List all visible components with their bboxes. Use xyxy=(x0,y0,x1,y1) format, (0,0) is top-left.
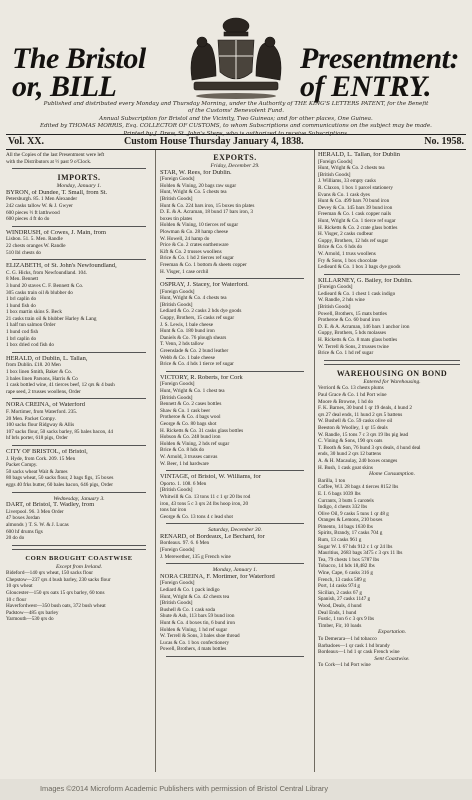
issue-date: Custom House Thursday January 4, 1838. xyxy=(124,136,304,147)
entry-line: Moore & Browne, 1 hd do xyxy=(318,398,374,405)
entry-block xyxy=(6,449,152,489)
entry-block xyxy=(6,190,152,223)
entry-line: STAR, W. Rees, for Dublin. xyxy=(160,169,232,176)
entry-line: 80 bags wheat, 50 sacks flour, 2 bags figs, 15 boxes xyxy=(6,475,114,482)
entry-line: 1 half tun salmon Order xyxy=(6,322,56,329)
entry-line: Lucas & Co. 1 box confectionery xyxy=(160,639,230,646)
saturday-date: Saturday, December 30. xyxy=(208,527,262,534)
divider xyxy=(12,168,146,169)
entry-line: boxes tin plates xyxy=(160,215,193,222)
coastwise-heading: Sent Coastwise. xyxy=(374,655,410,662)
entry-line: Indigo, 4 chests 332 lbs xyxy=(318,504,368,511)
entry-line: Gloucester—150 qrs oats 15 qrs barley, 60 tons xyxy=(6,590,105,597)
entry-block xyxy=(6,402,152,442)
entry-line: 10 qrs wheat xyxy=(6,583,33,590)
entry-line: [British Goods] xyxy=(160,195,193,202)
corn-heading: CORN BROUGHT COASTWISE xyxy=(25,554,133,562)
column-exports xyxy=(160,152,310,772)
entry-block xyxy=(318,278,466,357)
entry-line: Padstow—485 qrs barley xyxy=(6,609,59,616)
entry-line: Hobson & Co. 248 bund iron xyxy=(160,434,221,441)
entry-block xyxy=(160,474,310,520)
imports-heading: IMPORTS. xyxy=(57,173,101,183)
entry-line: D. E. & A. Acraman, 146 bars 1 anchor iron xyxy=(318,323,410,330)
entry-line: Port, 14 casks 974 g xyxy=(318,583,360,590)
divider xyxy=(166,523,304,524)
export-entry-herald xyxy=(318,152,466,275)
divider xyxy=(166,563,304,564)
entry-line: Bushell & Co. 1 cask soda xyxy=(160,606,216,613)
entry-line: F. Mortimer, from Waterford. 235. xyxy=(6,409,78,415)
entry-line: H. Ricketts & Co. 2 crate glass bottles xyxy=(318,224,398,231)
entry-line: 600 pieces 4 ft do do xyxy=(6,216,50,223)
entry-line: 600 pieces ½ ft latthwood xyxy=(6,209,60,216)
entry-line: Paul Grace & Co. 1 hd Port wine xyxy=(318,392,387,398)
entry-line: 100 sacks flour Ridgway & Allis xyxy=(6,422,75,429)
divider xyxy=(12,259,146,260)
entry-line: George & Co. 80 bags shot xyxy=(160,420,217,427)
entry-line: Liverpool. 96. 3 Men Order xyxy=(6,508,64,515)
entry-line: W. Terrell & Sons, 2 trusses twine xyxy=(318,343,389,350)
divider xyxy=(12,352,146,353)
entry-line: Barilla, 1 ton xyxy=(318,477,346,484)
entry-line: W. Bushell & Co. 59 casks olive oil xyxy=(318,418,393,425)
entry-line: Deal Ends, 1 hund xyxy=(318,609,357,616)
entry-line: Webb & Co. 1 bale cheese xyxy=(160,354,215,361)
export-entry-nora xyxy=(160,574,310,657)
entry-line: Hunt & Co. 180 bund iron xyxy=(160,328,215,335)
entry-line: almonds } T. S. W. & J. Lucas xyxy=(6,521,69,528)
entry-line: 3 bales linen Parsons, Harris & Co xyxy=(6,375,78,382)
home-list xyxy=(318,478,466,630)
entry-line: Hunt & Co. 4 boxes tin, 6 bund iron xyxy=(160,620,235,626)
intro-line: with the Distributors at ½ past 9 o'Clock. xyxy=(6,158,92,165)
entry-line: W. Arnold, 1 truss woollens xyxy=(318,250,376,257)
entry-line: ELIZABETH, of St. John's Newfoundland, xyxy=(6,263,117,270)
divider xyxy=(166,371,304,372)
entry-line: 3 hund 20 staves C. F. Bennett & Co. xyxy=(6,282,84,289)
corn-list xyxy=(6,570,152,623)
entry-line: Brice & Co. 1 hd 2 tierces ref sugar xyxy=(160,255,234,262)
entry-line: 20 Men. Packet Compy. xyxy=(6,415,56,422)
entry-line: 242 casks tallow W. & J. Gwyer xyxy=(6,202,73,209)
entry-line: [British Goods] xyxy=(160,394,193,401)
exportation-heading: Exportation. xyxy=(377,629,407,636)
entry-block xyxy=(6,356,152,396)
archive-credit-bar xyxy=(0,779,472,800)
royal-crest-icon xyxy=(178,14,294,100)
notice-line: Published and distributed every Monday and Thursday Morning, under the Authority of THE KING'S LETTERS PATENT, for the Benefit xyxy=(43,101,429,107)
entry-line: Hunt, Wright & Co. 4 chests tea xyxy=(160,295,227,302)
entry-line: H. Ricketts & Co. 8 mats glass bottles xyxy=(318,337,398,344)
entry-line: Hunt, Wright & Co. 1 chest tea xyxy=(160,388,225,394)
entry-line: 10 c flour xyxy=(6,596,27,603)
entry-line: W. Beer, 1 hd hardware xyxy=(160,460,209,467)
entry-line: Mauritius, 2683 bags 3475 c 3 qrs 11 lbs xyxy=(318,550,403,557)
entry-line: Beeston & Woolley, 1 qr 15 deals xyxy=(318,424,388,431)
divider xyxy=(12,492,146,493)
entry-line: Bennett & Co. 2 cases bottles xyxy=(160,401,222,408)
masthead xyxy=(0,0,472,103)
entry-line: [British Goods] xyxy=(318,304,351,311)
entry-line: Verriord & Co. 13 chests plums xyxy=(318,385,384,392)
entry-line: [British Goods] xyxy=(160,600,193,607)
entry-line: [Foreign Goods] xyxy=(160,547,195,554)
column-warehousing xyxy=(318,152,466,772)
entry-line: D. E. & A. Acraman, 18 bund 17 bars iron, 3 xyxy=(160,209,253,216)
entry-line: 1 box linen Smith, Baker & Co. xyxy=(6,369,72,376)
entry-line: [Foreign Goods] xyxy=(160,381,195,388)
entry-line: Currants, 3 butts 5 carotels xyxy=(318,497,374,504)
wednesday-date: Wednesday, January 3. xyxy=(53,495,105,502)
entry-line: Freeman & Co. 1 cask copper nails xyxy=(318,211,392,218)
entry-line: Oranges & Lemons, 210 boxes xyxy=(318,517,383,524)
entry-line: 1 brl caplin do xyxy=(6,335,37,342)
entry-line: 107 sacks flour, 50 sacks barley, 85 bales bacon, 44 xyxy=(6,428,113,435)
entry-line: Brice & Co. 1 hd ref sugar xyxy=(318,350,374,357)
entry-line: ends, 30 hund 2 qrs 12 battens xyxy=(318,451,381,458)
coastwise-list xyxy=(318,662,466,669)
entry-line: Kift & Co. 2 trusses woollens xyxy=(160,248,222,255)
volume-number: Vol. XX. xyxy=(8,136,45,147)
entry-line: Shute & Ash, 113 bars 59 bund iron xyxy=(160,613,235,620)
entry-block xyxy=(318,152,466,271)
entry-line: rape seed, 2 trusses woollens, Order xyxy=(6,388,81,395)
entry-line: [British Goods] xyxy=(318,171,351,178)
entry-line: [British Goods] xyxy=(160,301,193,308)
entry-line: Powell, Brothers, 4 mats bottles xyxy=(160,646,227,653)
entry-line: HERALD, L. Tallan, for Dublin xyxy=(318,152,400,158)
entry-line: WINDRUSH, of Cowes, J. Main, from xyxy=(6,229,106,236)
entry-line: Spanish, 27 casks 1147 g xyxy=(318,596,371,603)
entry-line: J. S. Lewis, 1 bale cheese xyxy=(160,321,214,328)
home-heading: Home Consumption. xyxy=(369,471,415,478)
entry-line: Rum, 13 casks 961 g xyxy=(318,537,362,544)
entry-line: French, 13 casks 589 g xyxy=(318,576,366,583)
entry-line: DART, of Bristol, T. Wadley, from xyxy=(6,502,95,509)
entry-line: Barbadoes—1 qr cask 1 hd brandy xyxy=(318,642,390,649)
entry-line: Bordeaux—1 hd 1 qr cask French wine xyxy=(318,649,400,656)
entry-line: eggs 40 frks butter, 60 bales bacon, 646 pigs, Order xyxy=(6,481,113,488)
entry-line: T. Venn, 2 hds tallow xyxy=(160,341,204,348)
entry-block xyxy=(160,282,310,368)
entry-line: 21 casks train oil & blubber Harley & Lang xyxy=(6,315,97,322)
entry-line: H. Bush, 1 cask goat skins xyxy=(318,464,373,471)
entry-block xyxy=(160,375,310,467)
publication-notice xyxy=(10,101,462,138)
entry-line: CITY OF BRISTOL, of Bristol, xyxy=(6,448,88,455)
entry-line: NORA CREINA, of Waterford xyxy=(6,402,85,409)
monday-date: Monday, January 1. xyxy=(212,567,258,574)
entry-line: H. Visger, 2 casks cudbear xyxy=(318,231,373,238)
entry-line: 8 Men. Bennett xyxy=(6,276,39,283)
divider xyxy=(12,545,146,546)
entry-line: 47 boxes Jordan xyxy=(6,515,40,522)
entry-line: Hunt, Wright & Co. 42 chests tea xyxy=(160,593,230,600)
entry-line: Holden & Vining, 2 hds ref sugar xyxy=(160,440,230,447)
entry-line: 1 box martin skins S. Beck xyxy=(6,309,62,316)
entry-line: from Dublin. £18. 20 Men xyxy=(6,362,61,369)
corn-subheading: Except from Ireland. xyxy=(55,563,103,570)
imports-date: Monday, January 1. xyxy=(56,183,102,190)
entry-line: J. Hyde, from Cork. 209. 15 Men xyxy=(6,455,76,462)
entry-line: Ledieard & Co. 1 chest 1 cask indigo xyxy=(318,290,396,297)
entry-line: 510 lbl chests do xyxy=(6,249,42,256)
entry-line: 20 do do xyxy=(6,535,25,542)
entry-line: Guppy, Brothers, 5 hds molasses xyxy=(318,330,386,337)
entry-line: Whitwill & Co. 13 tons 11 c 1 qr 20 lbs rod xyxy=(160,493,251,500)
entry-block xyxy=(6,230,152,256)
entry-line: W. Howell, 24 hamp do xyxy=(160,235,210,242)
entry-line: RENARD, of Bordeaux, Le Bechard, for xyxy=(160,533,265,540)
entry-line: Sugar W. I. 67 hds 912 c 1 qr 24 lbs xyxy=(318,543,393,550)
entry-line: NORA CREINA, F. Mortimer, for Waterford xyxy=(160,573,275,580)
entry-line: Daniels & Co. 76 plough shears xyxy=(160,334,227,341)
entry-line: W. Randle, 15 tons 7 c 3 qrs 19 lbs pig lead xyxy=(318,431,409,438)
entry-line: Plowman & Co. 28 hamp cheese xyxy=(160,228,229,235)
entry-line: E. I. 6 bags 1039 lbs xyxy=(318,490,361,497)
entry-block xyxy=(6,502,152,542)
notice-line: Edited by THOMAS MORRIS, Esq. COLLECTOR OF CUSTOMS, to whom Subscriptions and communications on the subject may be made. xyxy=(40,123,432,130)
entry-line: iron, 43 tons 5 c 3 qrs 24 lbs hoop iron, 20 xyxy=(160,500,249,507)
entry-line: [British Goods] xyxy=(160,487,193,494)
title-right-bottom: of ENTRY. xyxy=(300,70,432,103)
notice-line: Printed by J. Drew, St. John's Steps, who is authorized to receive Subscriptions. xyxy=(123,130,349,137)
entry-line: Brice & Co. 4 hds 1 tierce ref sugar xyxy=(160,361,234,368)
entry-line: Wine, Cape, 6 casks 316 g xyxy=(318,570,373,577)
entry-line: Sicilian, 2 casks 67 g xyxy=(318,589,362,596)
divider xyxy=(166,278,304,279)
entry-line: VINTAGE, of Bristol, W. Williams, for xyxy=(160,474,261,481)
entry-line: Protheroe & Co. 60 bund iron xyxy=(318,317,380,324)
divider xyxy=(324,360,460,361)
divider xyxy=(12,445,146,446)
entry-line: Yarmouth—530 qrs do xyxy=(6,616,54,623)
entry-line: To Demerara—1 hd tobacco xyxy=(318,635,377,642)
dateline xyxy=(6,134,466,150)
entry-line: Price & Co. 2 crates earthenware xyxy=(160,242,229,249)
entry-line: VICTORY, R. Roberts, for Cork xyxy=(160,374,243,381)
archive-credit: Images ©2014 Microform Academic Publishers with permission of Bristol Central Library xyxy=(40,784,329,793)
entry-line: Chepstow—237 qrs 4 bush barley, 230 sacks flour xyxy=(6,576,111,583)
entry-line: W. Randle, 2 hds wine xyxy=(318,297,365,304)
entry-line: Haverfordwest—350 bush oats, 372 bush wheat xyxy=(6,603,106,610)
entry-line: Bideford—140 qrs wheat, 150 sacks flour xyxy=(6,570,94,577)
entry-line: Tobacco, 14 hds 18,482 lbs xyxy=(318,563,375,570)
export-entry-renard xyxy=(160,534,310,564)
title-left-top: The Bristol xyxy=(12,42,146,75)
entry-line: Holden & Vining, 1 hd ref sugar xyxy=(160,626,228,633)
divider xyxy=(166,470,304,471)
entry-block xyxy=(160,170,310,276)
entry-line: 1 hund fish do xyxy=(6,302,36,309)
entry-line: Fustic, 1 ton 6 c 3 qrs 9 lbs xyxy=(318,616,375,623)
exportation-list xyxy=(318,636,466,656)
entry-line: C. G. Hicks, from Newfoundland. 104. xyxy=(6,269,87,276)
entry-line: 22 chests oranges W. Randle xyxy=(6,242,66,249)
entry-line: Guppy, Brothers, 12 hds ref sugar xyxy=(318,237,389,244)
entry-line: tons bar iron xyxy=(160,507,187,514)
entry-line: BYRON, of Dundee, T. Small, from St. xyxy=(6,189,108,196)
column-imports xyxy=(6,152,152,772)
import-entries xyxy=(6,190,152,493)
entry-line: qrs 27 deal ends, 11 hund 2 qrs 5 battens xyxy=(318,411,403,418)
entry-line: Petersburgh. 85. 1 Men Alexander xyxy=(6,196,78,203)
entry-line: 1 hund cod fish xyxy=(6,329,39,336)
entry-line: Olive Oil, 9 casks 5 tuns 1 qr 48 g xyxy=(318,510,389,517)
entry-line: [Foreign Goods] xyxy=(318,158,353,165)
entry-line: Protheroe & Co. 4 bags wool xyxy=(160,414,221,421)
column-divider xyxy=(314,150,315,772)
entry-line: Timber, Fir, 10 loads xyxy=(318,622,362,629)
entry-line: Greenslade & Co. 2 bund leather xyxy=(160,348,229,355)
divider xyxy=(324,364,460,365)
export-entry-killarney xyxy=(318,278,466,361)
entry-block xyxy=(6,263,152,349)
entry-line: KILLARNEY, G. Bailey, for Dublin. xyxy=(318,277,413,284)
entry-line: C. Vining & Sons, 190 qrs oats xyxy=(318,438,383,445)
entry-line: Guppy, Brothers, 15 casks ref sugar xyxy=(160,315,235,322)
entry-line: H. Ricketts & Co. 31 casks glass bottles xyxy=(160,427,244,434)
column-divider xyxy=(155,150,156,772)
entry-line: Holden & Vining, 20 bags raw sugar xyxy=(160,182,237,189)
entry-line: HERALD, of Dublin, L. Tallan, xyxy=(6,355,88,362)
entry-line: Ledieard & Co. 1 box 3 bags dye goods xyxy=(318,264,401,271)
entry-line: Hunt & Co. 224 bars iron, 15 boxes tin plates xyxy=(160,202,255,209)
entry-line: Freeman & Co. 1 bottom & sheets copper xyxy=(160,261,247,268)
entry-line: Brice & Co. 8 hds do xyxy=(160,447,205,454)
entry-line: J. Merewether, 135 g French wine xyxy=(160,553,231,560)
divider xyxy=(166,656,304,657)
entry-line: T. Booth & Son, 76 hund 3 qrs deals, 4 hund deal xyxy=(318,444,421,451)
entry-line: Fry & Sons, 1 box chocolate xyxy=(318,257,378,264)
entry-line: Lediard & Co. 2 casks 2 hds dye goods xyxy=(160,308,242,315)
exports-date: Friday, December 29. xyxy=(210,163,260,169)
divider xyxy=(12,398,146,399)
title-left-bottom: or, BILL xyxy=(12,70,117,103)
divider xyxy=(12,226,146,227)
entry-line: A. & H. Macaulay, 240 boxes oranges xyxy=(318,457,398,464)
entry-line: H. Visger, 1 case orchil xyxy=(160,268,209,275)
divider xyxy=(324,274,460,275)
entry-line: Hunt & Co. 499 bars 70 bund iron xyxy=(318,198,390,205)
entry-line: 1 brl caplin do xyxy=(6,296,37,303)
import-entry-dart xyxy=(6,502,152,546)
entry-line: R. Claxon, 1 box 1 parcel stationery xyxy=(318,184,393,191)
entry-line: hf brls porter, 618 pigs, Order xyxy=(6,435,68,442)
entry-line: Lisbon. 51. 5. Men. Randle xyxy=(6,236,63,243)
entry-block xyxy=(160,574,310,653)
entry-line: [Foreign Goods] xyxy=(160,176,195,183)
entry-line: Coffee, W.I. 28 bags 4 tierces 8152 lbs xyxy=(318,484,399,491)
entry-line: 1 cask bottled wine, 41 tierces beef, 12 qrs & 4 bush xyxy=(6,382,115,389)
entry-block xyxy=(160,534,310,560)
entry-line: 1 box dried cod fish do xyxy=(6,342,54,349)
warehousing-heading: WAREHOUSING ON BOND xyxy=(336,368,448,378)
entry-line: 50 sacks wheat Wait & James xyxy=(6,468,68,475)
entry-line: Lediard & Co. 1 pack indigo xyxy=(160,587,220,594)
entry-line: 600 hf drums figs xyxy=(6,528,43,535)
warehousing-list xyxy=(318,385,466,471)
entry-line: Hunt, Wright & Co. 2 chests tea xyxy=(318,165,385,172)
entry-line: Brice & Co. 6 hds do xyxy=(318,244,363,251)
entry-line: OSPRAY, J. Stacey, for Waterford. xyxy=(160,282,249,289)
export-entries xyxy=(160,170,310,525)
entry-line: W. Terrell & Sons, 3 bales shoe thread xyxy=(160,633,240,640)
entry-line: Shaw & Co. 1 cask beer xyxy=(160,407,211,414)
entry-line: [Foreign Goods] xyxy=(160,288,195,295)
entry-line: J. Williams, 33 empty casks xyxy=(318,178,376,185)
entry-line: [Foreign Goods] xyxy=(318,284,353,291)
entry-line: Tea, 79 chests 1 box 5787 lbs xyxy=(318,556,380,563)
entry-line: To Cork—1 hd Port wine xyxy=(318,662,371,669)
entry-line: Bordeaux. 97. 6. 6 Men xyxy=(160,540,210,547)
entry-line: Evans & Co. 1 cask dyes xyxy=(318,191,370,198)
entry-line: Wood, Deals, 4 hund xyxy=(318,603,362,609)
entry-line: Oporto. 1. 108. 6 Men xyxy=(160,480,207,487)
entry-line: [Foreign Goods] xyxy=(160,580,195,587)
warehousing-subheading: Entered for Warehousing. xyxy=(363,378,421,385)
divider xyxy=(12,549,146,550)
issue-number: No. 1958. xyxy=(424,136,464,147)
notice-line: of the Customs' Benevolent Fund. xyxy=(187,108,285,115)
entry-line: Powell, Brothers, 15 mats bottles xyxy=(318,310,387,317)
entry-line: Hunt, Wright & Co. 5 chests tea xyxy=(160,189,227,196)
title-right-top: Presentment: xyxy=(300,42,459,75)
entry-line: Packet Compy. xyxy=(6,462,38,469)
entry-line: Holden & Vining, 10 tierces ref sugar xyxy=(160,222,239,229)
entry-line: F. K. Barnes, 30 bund 1 qr 19 deals, 4 hund 2 xyxy=(318,405,412,412)
entry-line: George & Co. 13 tons 4 c lead shot xyxy=(160,513,233,520)
notice-line: Annual Subscription for Bristol and the Vicinity, Two Guineas; and for other places, One Guinea. xyxy=(99,115,373,122)
entry-line: Devey & Co. 145 bars 39 bund iron xyxy=(318,204,393,211)
entry-line: Spirits, Brandy, 17 casks 704 g xyxy=(318,530,383,537)
entry-line: Pimento, 14 bags 1630 lbs xyxy=(318,523,373,530)
entry-line: 305 casks train oil & blubber do xyxy=(6,289,73,296)
exports-heading: EXPORTS. xyxy=(213,153,257,162)
entry-line: W. Arnold, 3 trusses canvas xyxy=(160,453,218,460)
intro-line: All the Copies of the last Presentment were left xyxy=(6,152,105,158)
entry-line: Hunt, Wright & Co. 1 tierce ref sugar xyxy=(318,217,396,224)
